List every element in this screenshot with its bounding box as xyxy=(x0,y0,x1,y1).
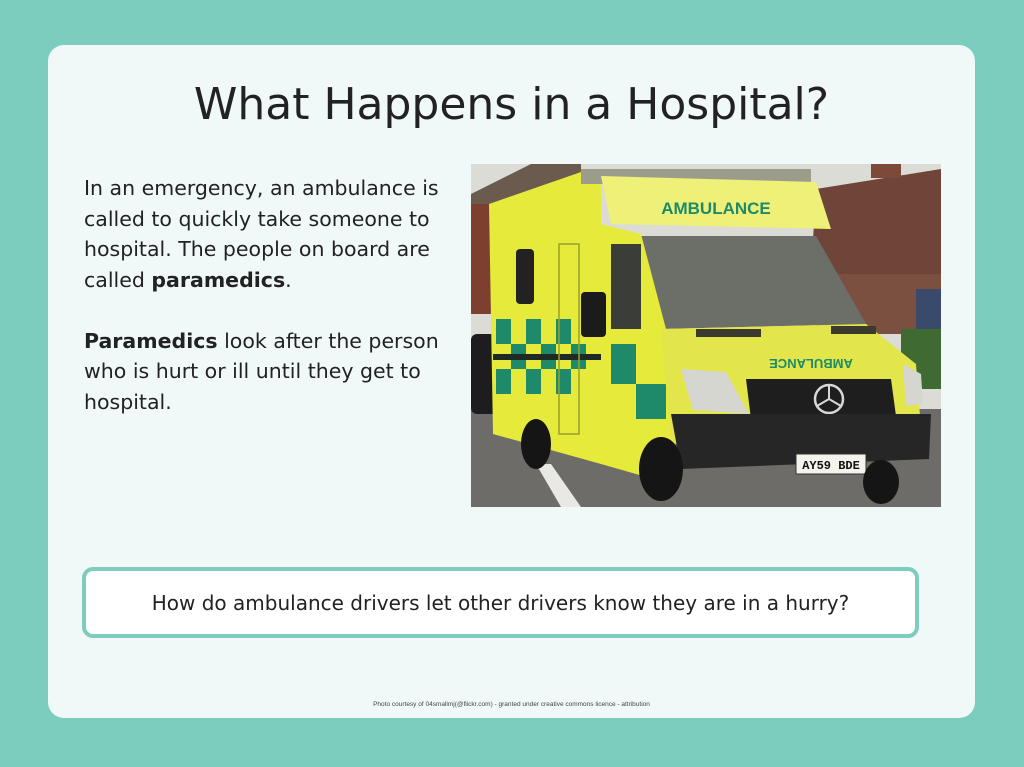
svg-text:AMBULANCE: AMBULANCE xyxy=(661,199,771,218)
paragraph-1-text: In an emergency, an ambulance is called to quickly take someone to hospital. The people on board are called xyxy=(84,176,439,292)
photo-credit: Photo courtesy of 04smallmj(@flickr.com) - granted under creative commons licence - attribution xyxy=(373,701,650,708)
ambulance-photo xyxy=(471,164,941,507)
ambulance-illustration xyxy=(471,164,941,507)
question-box xyxy=(82,567,919,638)
svg-text:AMBULANCE: AMBULANCE xyxy=(769,356,853,371)
svg-text:AY59 BDE: AY59 BDE xyxy=(802,459,860,473)
page-title: What Happens in a Hospital? xyxy=(193,79,830,130)
paragraph-2 xyxy=(84,326,444,418)
paragraph-2-text: look after the person who is hurt or ill until they get to hospital. xyxy=(84,328,439,414)
question-text: How do ambulance drivers let other drivers know they are in a hurry? xyxy=(151,590,850,615)
body-text xyxy=(84,173,444,448)
content-card xyxy=(48,45,975,718)
paragraph-1-bold: paramedics xyxy=(151,267,286,292)
paragraph-2-bold: Paramedics xyxy=(84,328,218,353)
paragraph-1 xyxy=(84,173,444,295)
paragraph-1-end: . xyxy=(285,267,292,292)
